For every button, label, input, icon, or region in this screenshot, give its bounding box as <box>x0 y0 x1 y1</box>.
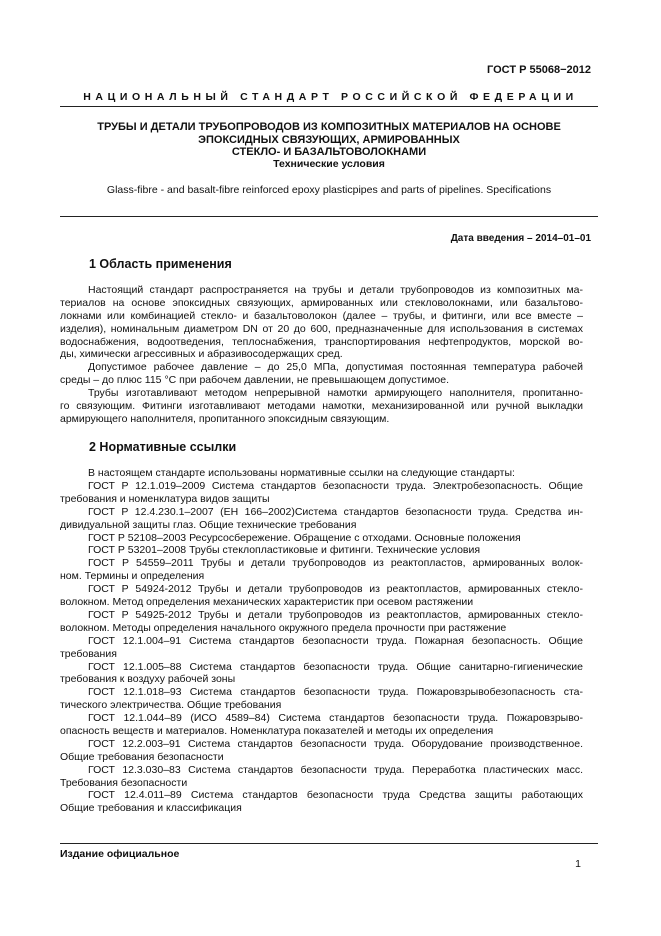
text-line: ГОСТ Р 12.4.230.1–2007 (ЕН 166–2002)Система стандартов безопасности труда. Средства ин- <box>88 505 583 518</box>
text-line: Требования безопасности <box>60 776 188 789</box>
text-line: ГОСТ Р 54924-2012 Трубы и детали трубопроводов из реактопластов, армированных стекло- <box>88 583 583 596</box>
text-line: ды, химически агрессивных и абразивосодержащих сред. <box>60 348 343 361</box>
text-line: Настоящий стандарт распространяется на трубы и детали трубопроводов из композитных ма- <box>88 284 583 296</box>
text-line: ном. Термины и определения <box>60 570 205 583</box>
text-line: дивидуальной защиты глаз. Общие технические требования <box>60 518 357 531</box>
text-line: волокном. Методы определения начального окружного предела прочности при растяжение <box>60 621 507 634</box>
text-line: Общие требования безопасности <box>60 750 224 763</box>
text-line: го связующим. Фитинги изготавливают методами намотки, механизированной или ручной выкладки <box>60 400 583 413</box>
text-line: среды – до плюс 115 °С при рабочем давлении, не превышающем допустимое. <box>60 374 450 387</box>
footer-rule <box>60 843 598 844</box>
text-line: опасность веществ и материалов. Номенклатура показателей и методы их определения <box>60 724 494 737</box>
text-line: ГОСТ 12.1.044–89 (ИСО 4589–84) Система стандартов безопасности труда. Пожаровзрыво- <box>88 712 583 725</box>
section-2-body <box>60 467 583 815</box>
text-line: локнами или комбинацией стекло- и базальтоволокон (далее – трубы, и фитинги, или все вместе – <box>60 309 583 322</box>
text-line: ГОСТ Р 54925-2012 Трубы и детали трубопроводов из реактопластов, армированных стекло- <box>88 608 583 621</box>
text-line: ГОСТ Р 12.1.019–2009 Система стандартов безопасности труда. Электробезопасность. Общие <box>88 479 583 492</box>
text-line: ГОСТ 12.1.018–93 Система стандартов безопасности труда. Пожаровзрывобезопасность ста- <box>88 686 583 699</box>
text-line: требования к воздуху рабочей зоны <box>60 673 236 686</box>
text-line: требования и номенклатура видов защиты <box>60 492 270 505</box>
text-line: требования <box>60 647 117 660</box>
text-line: териалов на основе эпоксидных связующих, армированных или стекловолокнами, или базальтово- <box>60 296 583 309</box>
text-line: ГОСТ Р 52108–2003 Ресурсосбережение. Обращение с отходами. Основные положения <box>88 531 521 544</box>
edition-label: Издание официальное <box>60 848 180 860</box>
page-number: 1 <box>575 858 581 870</box>
text-line: Допустимое рабочее давление – до 25,0 МПа, допустимая постоянная температура рабочей <box>88 361 583 374</box>
text-line: ГОСТ 12.1.005–88 Система стандартов безопасности труда. Общие санитарно-гигиенические <box>88 660 583 673</box>
text-line: Общие требования и классификация <box>60 802 242 815</box>
text-line: ГОСТ 12.3.030–83 Система стандартов безопасности труда. Переработка пластических масс. <box>88 763 583 776</box>
text-line: тического электричества. Общие требования <box>60 699 282 712</box>
title-bottom-rule <box>60 216 598 217</box>
text-line: волокном. Метод определения механических характеристик при осевом растяжении <box>60 596 474 608</box>
title-line: СТЕКЛО- И БАЗАЛЬТОВОЛОКНАМИ <box>231 146 427 158</box>
document-title <box>60 121 598 159</box>
text-line: армирующего наполнителя, пропитанного эпоксидным связующим. <box>60 412 390 425</box>
text-line: ГОСТ 12.1.004–91 Система стандартов безопасности труда. Пожарная безопасность. Общие <box>88 634 583 647</box>
section-1-heading: 1 Область применения <box>89 257 232 271</box>
text-line: ГОСТ 12.4.011–89 Система стандартов безопасности труда Средства защиты работающих <box>88 789 583 802</box>
text-line: Трубы изготавливают методом непрерывной намотки армирующего наполнителя, пропитанно- <box>88 387 583 400</box>
text-line: ГОСТ Р 54559–2011 Трубы и детали трубопроводов из реактопластов, армированных волок- <box>88 557 583 570</box>
text-line: изделия), номинальным диаметром DN от 20 до 600, предназначенные для использования в системах <box>60 322 583 335</box>
document-code: ГОСТ Р 55068−2012 <box>487 64 591 76</box>
text-line: водоснабжения, водоотведения, теплоснабжения, транспортирования нефтепродуктов, морской во- <box>60 335 583 348</box>
section-2-heading: 2 Нормативные ссылки <box>89 440 237 454</box>
text-line: ГОСТ Р 53201–2008 Трубы стеклопластиковые и фитинги. Технические условия <box>88 544 481 557</box>
introduction-date: Дата введения – 2014–01–01 <box>450 233 591 244</box>
text-line: ГОСТ 12.2.003–91 Система стандартов безопасности труда. Оборудование производственное. <box>88 737 583 750</box>
national-standard-banner: НАЦИОНАЛЬНЫЙ СТАНДАРТ РОССИЙСКОЙ ФЕДЕРАЦИИ <box>83 91 578 103</box>
top-rule <box>60 106 598 107</box>
document-subtitle: Технические условия <box>273 158 385 170</box>
english-title: Glass-fibre - and basalt-fibre reinforced epoxy plasticpipes and parts of pipelines. Specifications <box>106 184 552 196</box>
title-line: ЭПОКСИДНЫХ СВЯЗУЮЩИХ, АРМИРОВАННЫХ <box>198 133 460 146</box>
text-line: В настоящем стандарте использованы нормативные ссылки на следующие стандарты: <box>88 467 515 479</box>
section-1-body <box>60 284 583 426</box>
title-line: ТРУБЫ И ДЕТАЛИ ТРУБОПРОВОДОВ ИЗ КОМПОЗИТНЫХ МАТЕРИАЛОВ НА ОСНОВЕ <box>97 121 561 133</box>
